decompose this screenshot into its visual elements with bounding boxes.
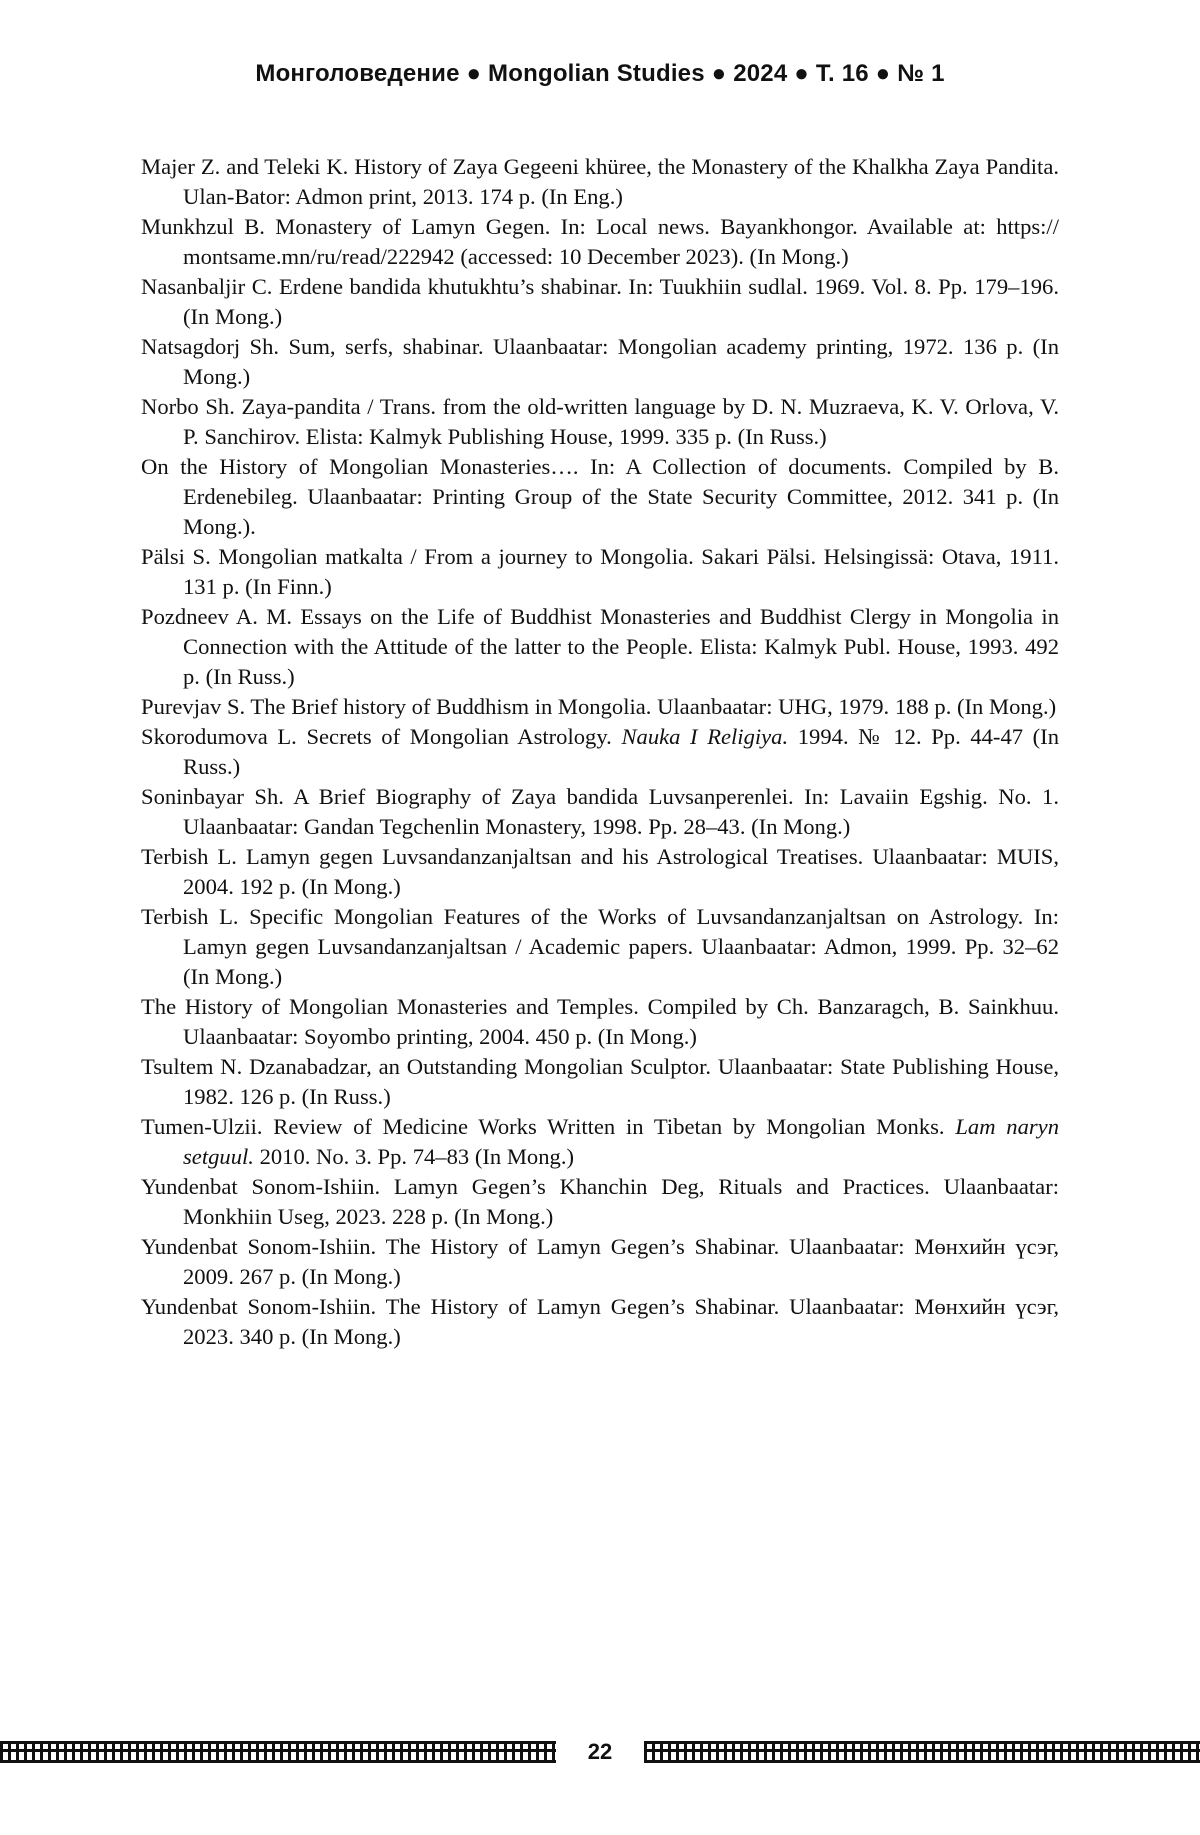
reference-list xyxy=(141,152,1059,1352)
reference-item: Yundenbat Sonom-Ishiin. The History of Lamyn Gegen’s Shabinar. Ulaanbaatar: Мөнхийн үсэг, 2009. 267 p. (In Mong.) xyxy=(141,1234,1059,1289)
reference-item: Terbish L. Specific Mongolian Features of the Works of Luvsandanzanjaltsan on Astrology. In: Lamyn gegen Luvsandanzanjaltsan / Academic papers. Ulaanbaatar: Admon, 1999. Pp. 32–62 (In Mong.) xyxy=(141,904,1059,989)
meander-border-ornament xyxy=(0,1741,556,1763)
reference-item: Skorodumova L. Secrets of Mongolian Astrology. Nauka I Religiya. 1994. № 12. Pp. 44-47 (In Russ.) xyxy=(141,724,1060,779)
page-number: 22 xyxy=(587,1739,613,1764)
reference-item: Pälsi S. Mongolian matkalta / From a journey to Mongolia. Sakari Pälsi. Helsingissä: Otava, 1911. 131 p. (In Finn.) xyxy=(141,544,1059,599)
reference-item: Majer Z. and Teleki K. History of Zaya Gegeeni khüree, the Monastery of the Khalkha Zaya Pandita. Ulan-Bator: Admon print, 2013. 174 p. (In Eng.) xyxy=(141,154,1059,209)
reference-item: Purevjav S. The Brief history of Buddhism in Mongolia. Ulaanbaatar: UHG, 1979. 188 p. (In Mong.) xyxy=(141,694,1057,719)
page-footer xyxy=(0,1738,1200,1766)
reference-item: Yundenbat Sonom-Ishiin. Lamyn Gegen’s Khanchin Deg, Rituals and Practices. Ulaanbaatar: Monkhiin Useg, 2023. 228 p. (In Mong.) xyxy=(141,1174,1059,1229)
reference-item: Natsagdorj Sh. Sum, serfs, shabinar. Ulaanbaatar: Mongolian academy printing, 1972. 136 p. (In Mong.) xyxy=(141,334,1059,389)
reference-item: Tsultem N. Dzanabadzar, an Outstanding Mongolian Sculptor. Ulaanbaatar: State Publishing House, 1982. 126 p. (In Russ.) xyxy=(141,1054,1059,1109)
reference-item: Yundenbat Sonom-Ishiin. The History of Lamyn Gegen’s Shabinar. Ulaanbaatar: Мөнхийн үсэг, 2023. 340 p. (In Mong.) xyxy=(141,1294,1059,1349)
reference-item: Nasanbaljir C. Erdene bandida khutukhtu’s shabinar. In: Tuukhiin sudlal. 1969. Vol. 8. Pp. 179–196. (In Mong.) xyxy=(141,274,1059,329)
reference-item: Munkhzul B. Monastery of Lamyn Gegen. In: Local news. Bayankhongor. Available at: https:// montsame.mn/ru/read/222942 (accessed: 10 December 2023). (In Mong.) xyxy=(141,214,1059,269)
reference-item: On the History of Mongolian Monasteries…. In: A Collection of documents. Compiled by B. Erdenebileg. Ulaanbaatar: Printing Group of the State Security Committee, 2012. 341 p. (In Mong.). xyxy=(141,454,1059,539)
journal-title: Nauka I Religiya. xyxy=(621,724,789,749)
reference-item: Norbo Sh. Zaya-pandita / Trans. from the old-written language by D. N. Muzraeva, K. V. Orlova, V. P. Sanchirov. Elista: Kalmyk Publishing House, 1999. 335 p. (In Russ.) xyxy=(141,394,1059,449)
reference-item: Tumen-Ulzii. Review of Medicine Works Written in Tibetan by Mongolian Monks. Lam naryn setguul. 2010. No. 3. Pp. 74–83 (In Mong.) xyxy=(141,1114,1059,1169)
reference-item: Soninbayar Sh. A Brief Biography of Zaya bandida Luvsanperenlei. In: Lavaiin Egshig. No. 1. Ulaanbaatar: Gandan Tegchenlin Monastery, 1998. Pp. 28–43. (In Mong.) xyxy=(141,784,1059,839)
reference-item: Pozdneev A. M. Essays on the Life of Buddhist Monasteries and Buddhist Clergy in Mongolia in Connection with the Attitude of the latter to the People. Elista: Kalmyk Publ. House, 1993. 492 p. (In Russ.) xyxy=(141,604,1059,689)
running-header: Монголоведение ● Mongolian Studies ● 2024 ● Т. 16 ● № 1 xyxy=(255,60,945,87)
journal-title: Lam naryn setguul. xyxy=(183,1114,1059,1169)
reference-item: The History of Mongolian Monasteries and Temples. Compiled by Ch. Banzaragch, B. Sainkhuu. Ulaanbaatar: Soyombo printing, 2004. 450 p. (In Mong.) xyxy=(141,994,1059,1049)
meander-border-ornament xyxy=(644,1741,1200,1763)
reference-item: Terbish L. Lamyn gegen Luvsandanzanjaltsan and his Astrological Treatises. Ulaanbaatar: MUIS, 2004. 192 p. (In Mong.) xyxy=(141,844,1059,899)
